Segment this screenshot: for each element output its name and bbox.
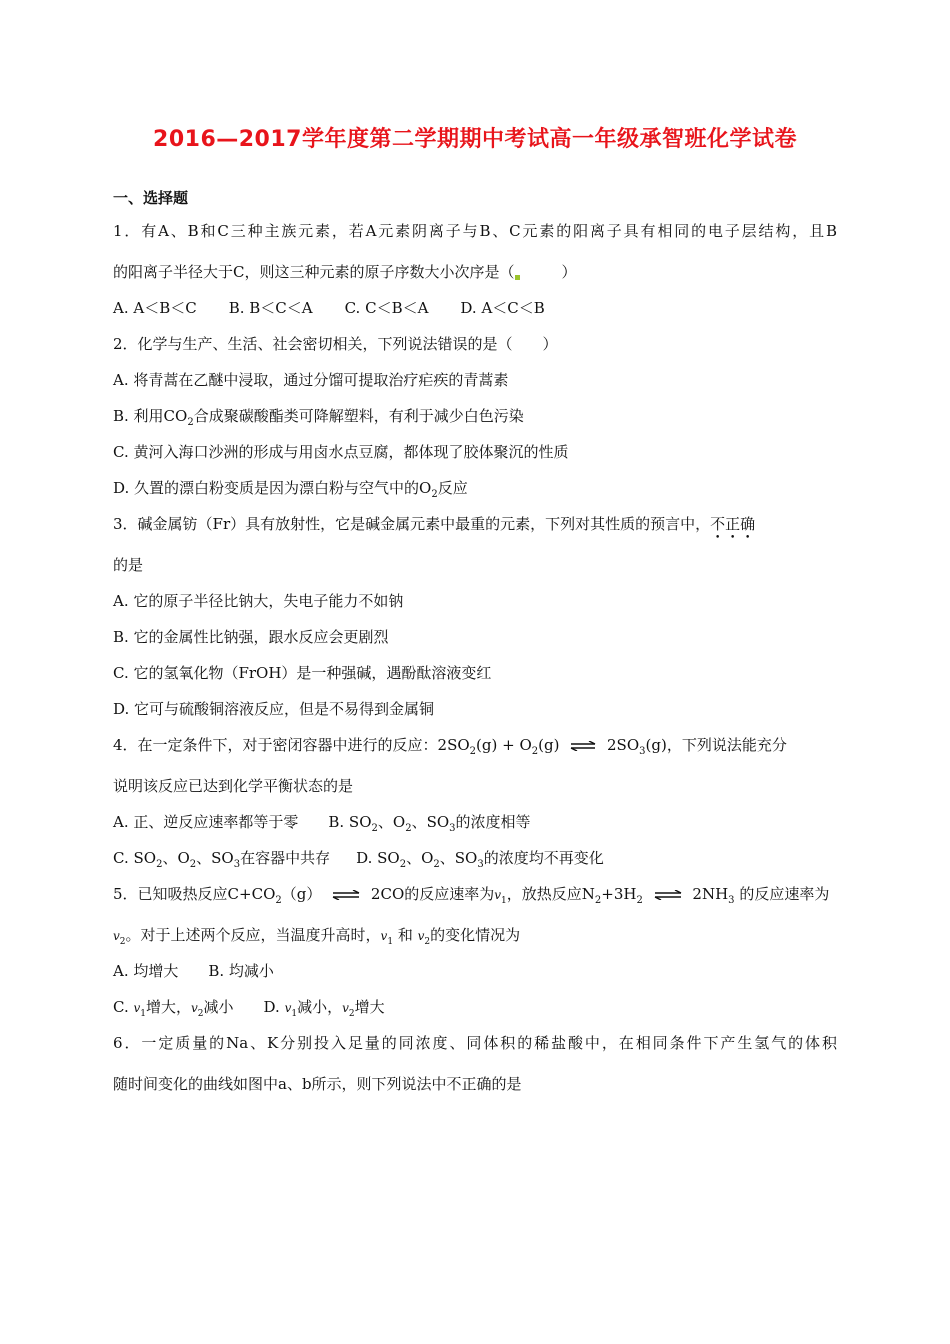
subscript: 3	[639, 746, 646, 757]
q5-v: v	[342, 1001, 349, 1015]
subscript: 2	[424, 937, 431, 947]
q5-text: ，放热反应N	[506, 885, 595, 903]
q2-option-c: C. 黄河入海口沙洲的形成与用卤水点豆腐，都体现了胶体聚沉的性质	[113, 443, 569, 461]
q5-text: 2CO的反应速率为	[370, 885, 495, 903]
q4-options-ab	[113, 812, 531, 839]
q5-text: 2NH	[692, 885, 729, 903]
q5-text: 的变化情况为	[430, 926, 521, 944]
equilibrium-arrow-icon	[570, 741, 596, 751]
q2-option-b-text1: B. 利用CO	[113, 407, 188, 425]
subscript: 1	[291, 1009, 298, 1019]
q5-option-c-part: 增大，	[146, 998, 192, 1016]
q6-line2: 随时间变化的曲线如图中a、b所示，则下列说法中不正确的是	[113, 1075, 522, 1093]
section-heading: 一、选择题	[113, 189, 189, 207]
q5-option-d-part: 减小，	[297, 998, 343, 1016]
q4-option-a: A. 正、逆反应速率都等于零	[113, 813, 299, 831]
q2-option-d-text2: 反应	[437, 479, 468, 497]
exam-title: 2016—2017学年度第二学期期中考试高一年级承智班化学试卷	[153, 127, 797, 152]
q2-stem: 2．化学与生产、生活、社会密切相关，下列说法错误的是（ ）	[113, 335, 558, 353]
q4-option-b-part: 的浓度相等	[455, 813, 531, 831]
subscript: 2	[636, 895, 643, 906]
q1-line2	[113, 262, 577, 282]
q2-option-d	[113, 478, 468, 505]
q1-line2-close: ）	[561, 263, 577, 281]
q4-option-d-part: 的浓度均不再变化	[483, 849, 604, 867]
q5-line1	[113, 884, 829, 911]
q1-line2-text: 的阳离子半径大于C，则这三种元素的原子序数大小次序是（	[113, 263, 515, 281]
q4-option-c: C. SO	[113, 849, 157, 867]
q3-option-b: B. 它的金属性比钠强，跟水反应会更剧烈	[113, 628, 389, 646]
q4-text2: (g) + O	[476, 736, 532, 754]
q5-line2	[113, 925, 520, 952]
q5-options-ab	[113, 961, 274, 981]
q1-option-c: C. C＜B＜A	[344, 299, 429, 317]
q5-v: v	[380, 929, 388, 943]
q2-option-b-text2: 合成聚碳酸酯类可降解塑料，有利于减少白色污染	[193, 407, 524, 425]
q4-option-c-part: 、SO	[196, 849, 234, 867]
q3-option-a: A. 它的原子半径比钠大，失电子能力不如钠	[113, 592, 404, 610]
q5-text: （g）	[281, 885, 322, 903]
q5-option-a: A. 均增大	[113, 962, 179, 980]
q5-text: +3H	[601, 885, 637, 903]
subscript: 2	[405, 823, 412, 834]
q1-option-d: D. A＜C＜B	[460, 299, 545, 317]
q5-options-cd	[113, 997, 385, 1024]
q6-line1: 6．一定质量的Na、K分别投入足量的同浓度、同体积的稀盐酸中，在相同条件下产生氢气的体积	[113, 1034, 837, 1052]
q5-option-d-part: 增大	[354, 998, 385, 1016]
q5-text: 。对于上述两个反应，当温度升高时，	[125, 926, 381, 944]
subscript: 3	[449, 823, 456, 834]
q4-text1: 4．在一定条件下，对于密闭容器中进行的反应：2SO	[113, 736, 470, 754]
q5-text: 的反应速率为	[734, 885, 830, 903]
q5-v: v	[417, 929, 425, 943]
q4-option-d: D. SO	[356, 849, 400, 867]
subscript: 2	[197, 1009, 204, 1019]
q4-options-cd	[113, 848, 604, 875]
q5-v: v	[133, 1001, 141, 1015]
q5-option-c-part: 减小	[203, 998, 234, 1016]
q4-line1	[113, 735, 787, 762]
q1-line1: 1．有A、B和C三种主族元素，若A元素阴离子与B、C元素的阳离子具有相同的电子层结构，且B	[113, 222, 837, 240]
subscript: 2	[119, 937, 126, 947]
answer-mark-icon	[515, 275, 520, 280]
q4-line2: 说明该反应已达到化学平衡状态的是	[113, 777, 354, 795]
subscript: 3	[233, 859, 241, 870]
q4-option-c-part: 在容器中共存	[240, 849, 331, 867]
q1-option-a: A. A＜B＜C	[113, 299, 197, 317]
q3-emphasis-text: 不正确	[710, 515, 756, 533]
subscript: 2	[399, 859, 407, 870]
subscript: 2	[594, 895, 602, 906]
subscript: 1	[387, 937, 394, 947]
q4-text5: (g)，下列说法能充分	[645, 736, 787, 754]
q5-v: v	[494, 888, 502, 902]
subscript: 2	[469, 746, 477, 757]
q1-options	[113, 298, 545, 318]
subscript: 2	[348, 1009, 355, 1019]
q5-v: v	[113, 929, 120, 943]
q5-v: v	[191, 1001, 198, 1015]
subscript: 2	[531, 746, 539, 757]
subscript: 2	[433, 859, 440, 870]
subscript: 1	[140, 1009, 146, 1019]
q4-text3: (g)	[538, 736, 560, 754]
q3-emphasis	[710, 515, 756, 543]
q5-text: 和	[393, 926, 418, 944]
q5-option-d: D.	[263, 998, 285, 1016]
subscript: 2	[371, 823, 378, 834]
q4-option-c-part: 、O	[162, 849, 190, 867]
subscript: 2	[431, 489, 438, 500]
subscript: 3	[728, 895, 735, 906]
q4-option-d-part: 、O	[406, 849, 434, 867]
q5-text: 5．已知吸热反应C+CO	[113, 885, 276, 903]
subscript: 2	[187, 417, 194, 428]
subscript: 1	[501, 896, 507, 906]
subscript: 2	[275, 895, 282, 906]
q5-option-b: B. 均减小	[208, 962, 274, 980]
q4-option-b: B. SO	[328, 813, 372, 831]
q4-option-b-part: 、O	[377, 813, 406, 831]
q2-option-a: A. 将青蒿在乙醚中浸取，通过分馏可提取治疗疟疾的青蒿素	[113, 371, 509, 389]
emphasis-dots: • • •	[714, 533, 751, 543]
equilibrium-arrow-icon	[654, 890, 682, 900]
equilibrium-arrow-icon	[332, 890, 360, 900]
subscript: 2	[156, 859, 163, 870]
q3-option-d: D. 它可与硫酸铜溶液反应，但是不易得到金属铜	[113, 700, 435, 718]
q4-option-d-part: 、SO	[439, 849, 478, 867]
subscript: 3	[477, 859, 484, 870]
q5-v: v	[284, 1001, 292, 1015]
q4-option-b-part: 、SO	[411, 813, 450, 831]
q3-line1-text: 3．碱金属钫（Fr）具有放射性，它是碱金属元素中最重的元素，下列对其性质的预言中，	[113, 515, 711, 533]
q2-option-d-text1: D. 久置的漂白粉变质是因为漂白粉与空气中的O	[113, 479, 432, 497]
q3-line1	[113, 514, 756, 543]
q5-option-c: C.	[113, 998, 134, 1016]
q2-option-b	[113, 406, 524, 433]
q3-option-c: C. 它的氢氧化物（FrOH）是一种强碱，遇酚酞溶液变红	[113, 664, 492, 682]
q4-text4: 2SO	[607, 736, 640, 754]
subscript: 2	[189, 859, 197, 870]
q1-option-b: B. B＜C＜A	[228, 299, 313, 317]
q3-line2: 的是	[113, 556, 144, 574]
